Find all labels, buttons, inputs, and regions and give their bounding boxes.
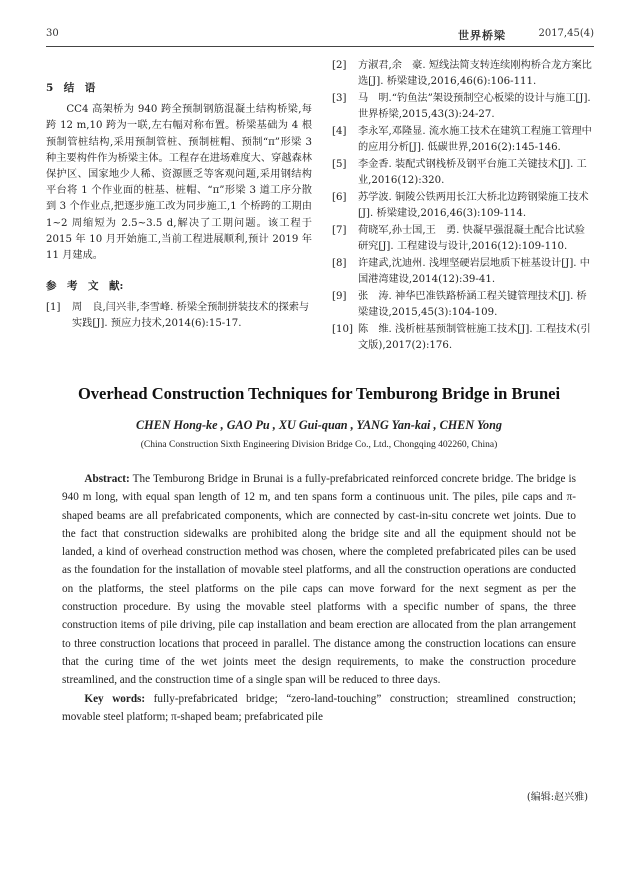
running-header bbox=[46, 26, 594, 44]
reference-item bbox=[332, 157, 594, 188]
reference-text: 李金香. 装配式钢栈桥及钢平台施工关键技术[J]. 工业,2016(12):320. bbox=[358, 159, 587, 186]
reference-number: [8] bbox=[332, 258, 347, 269]
reference-item bbox=[332, 190, 594, 221]
reference-item bbox=[332, 289, 594, 320]
english-abstract bbox=[62, 470, 576, 726]
right-column bbox=[332, 58, 594, 355]
reference-number: [9] bbox=[332, 291, 347, 302]
conclusion-heading: 5 结 语 bbox=[46, 82, 96, 94]
reference-item bbox=[332, 124, 594, 155]
reference-text: 周 良,闫兴非,李雪峰. 桥梁全预制拼装技术的探索与实践[J]. 预应力技术,2014(6):15-17. bbox=[72, 302, 310, 329]
abstract-text: The Temburong Bridge in Brunai is a fully-prefabricated reinforced concrete bridge. The bridge is 940 m long, with equal span length of 12 m, and ten spans form a continuous unit. The piles, pile caps and π-shaped beams are all prefabricated components, which are connected by cast-in-situ concrete wet joints. Due to the fact that construction sidewalks are prohibited along the bridge site and all the equipment should not be landed, a kind of overhead construction method was chosen, where the completed prefabricated piles can be used as the foundation for the installation of movable steel platforms, and all the construction operations are conducted on the platforms, the steel platforms on the pile caps can move forward for the next segment as per the construction procedure. By using the movable steel platforms with a specific number of spans, the three construction items of pile driving, pile cap installation and beam erection are allocated from the plan arrangement to three construction locations that proceed in parallel. The distance among the construction locations can ensure that the curing time of the wet joints meet the design requirements, to make the construction procedure streamlined, and the construction time of a single span will be reduced to three days. bbox=[62, 473, 576, 687]
reference-number: [5] bbox=[332, 159, 347, 170]
reference-number: [3] bbox=[332, 93, 347, 104]
english-title: Overhead Construction Techniques for Temburong Bridge in Brunei bbox=[77, 384, 561, 403]
reference-text: 方淑君,余 豪. 短线法简支转连续刚构桥合龙方案比选[J]. 桥梁建设,2016,46(6):106-111. bbox=[358, 60, 592, 87]
references-heading: 参 考 文 献: bbox=[46, 280, 124, 293]
page-number: 30 bbox=[46, 28, 59, 39]
reference-text: 马 明.“钓鱼法”架设预制空心板梁的设计与施工[J]. 世界桥梁,2015,43(3):24-27. bbox=[358, 93, 591, 120]
reference-number: [4] bbox=[332, 126, 347, 137]
conclusion-body: CC4 高架桥为 940 跨全预制钢筋混凝土结构桥梁,每跨 12 m,10 跨为一联,左右幅对称布置。桥梁基础为 4 根预制管桩结构,采用预制管桩、预制桩帽、预制“π”形梁 3 种主要构件作为桥梁主体。工程存在进场难度大、穿越森林保护区、国家地少人稀、资源匮乏等客观问题,采用钢结构平台将 1 个作业面的桩基、桩帽、“π”形梁 3 道工序分散到 3 个作业点,把逐步施工改为同步施工,1 个桥跨的工期由 1~2 周缩短为 2.5~3.5 d,解决了工期问题。该工程于 2015 年 10 月开始施工,当前工程进展顺利,预计 2019 年 11 月建成。 bbox=[46, 104, 312, 262]
journal-name: 世界桥梁 bbox=[458, 29, 506, 42]
reference-number: [7] bbox=[332, 225, 347, 236]
reference-number: [10] bbox=[332, 324, 353, 335]
reference-text: 荷晓军,孙士国,王 勇. 快凝早强混凝土配合比试验研究[J]. 工程建设与设计,2016(12):109-110. bbox=[358, 225, 585, 252]
left-column bbox=[46, 58, 312, 333]
reference-text: 陈 维. 浅析桩基预制管桩施工技术[J]. 工程技术(引文版),2017(2):176. bbox=[358, 324, 591, 351]
english-authors: CHEN Hong-ke , GAO Pu , XU Gui-quan , YANG Yan-kai , CHEN Yong bbox=[135, 418, 503, 432]
reference-text: 苏学波. 铜陵公铁两用长江大桥北边跨钢梁施工技术[J]. 桥梁建设,2016,46(3):109-114. bbox=[358, 192, 589, 219]
reference-number: [6] bbox=[332, 192, 347, 203]
english-affiliation: (China Construction Sixth Engineering Division Bridge Co., Ltd., Chongqing 402260, China) bbox=[140, 440, 498, 450]
keywords-label: Key words: bbox=[84, 692, 146, 705]
header-rule bbox=[46, 46, 594, 47]
editor-note: (编辑:赵兴雅) bbox=[526, 792, 588, 803]
keywords-text: fully-prefabricated bridge; “zero-land-touching” construction; streamlined construction; movable steel platform; π-shaped beam; prefabricated pile bbox=[62, 692, 576, 723]
reference-number: [2] bbox=[332, 60, 347, 71]
reference-text: 许建武,沈迪州. 浅埋坚硬岩层地质下桩基设计[J]. 中国港湾建设,2014(12):39-41. bbox=[358, 258, 590, 285]
reference-item bbox=[332, 58, 594, 89]
abstract-label: Abstract: bbox=[84, 473, 130, 485]
reference-text: 张 涛. 神华巴准铁路桥涵工程关键管理技术[J]. 桥梁建设,2015,45(3):104-109. bbox=[358, 291, 587, 318]
keywords-paragraph bbox=[62, 690, 576, 727]
reference-item bbox=[332, 256, 594, 287]
reference-item bbox=[46, 300, 312, 331]
reference-item bbox=[332, 223, 594, 254]
reference-item bbox=[332, 322, 594, 353]
reference-number: [1] bbox=[46, 302, 61, 314]
reference-item bbox=[332, 91, 594, 122]
journal-issue: 2017,45(4) bbox=[538, 28, 594, 39]
reference-text: 李永军,邓隆显. 流水施工技术在建筑工程施工管理中的应用分析[J]. 低碳世界,2016(2):145-146. bbox=[358, 126, 592, 153]
abstract-paragraph bbox=[62, 470, 576, 690]
